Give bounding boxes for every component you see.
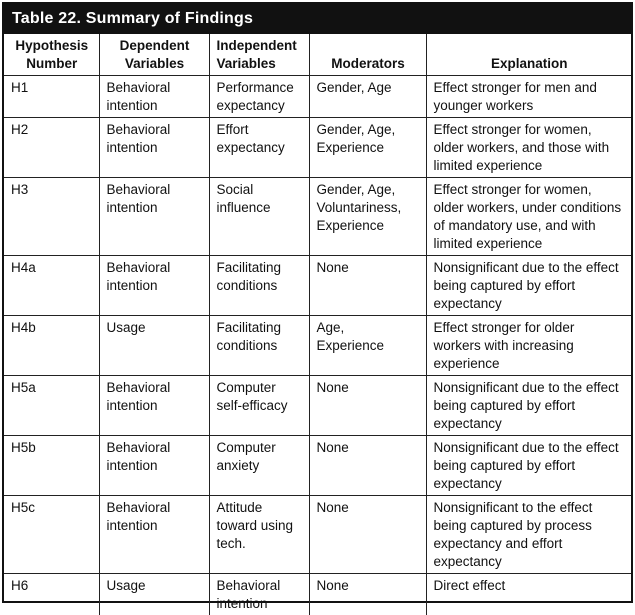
independent-variable-cell: Computer anxiety xyxy=(209,436,309,496)
explanation-cell: Nonsignificant to the effect being captured by process expectancy and effort expectancy xyxy=(426,496,631,574)
dependent-variable-cell: Behavioral intention xyxy=(99,76,209,118)
table-row xyxy=(4,118,631,178)
table-row xyxy=(4,574,631,615)
table-row xyxy=(4,256,631,316)
table-row xyxy=(4,178,631,256)
independent-variable-cell: Attitude toward using tech. xyxy=(209,496,309,574)
moderators-cell: None xyxy=(309,256,426,316)
explanation-cell: Effect stronger for women, older workers, under conditions of mandatory use, and with limited experience xyxy=(426,178,631,256)
header-independent-variables: Independent Variables xyxy=(209,34,309,76)
moderators-cell: Gender, Age xyxy=(309,76,426,118)
header-moderators: Moderators xyxy=(309,34,426,76)
hypothesis-number-cell: H2 xyxy=(4,118,99,178)
hypothesis-number-cell: H5b xyxy=(4,436,99,496)
table-header-row xyxy=(4,34,631,76)
explanation-cell: Effect stronger for older workers with increasing experience xyxy=(426,316,631,376)
dependent-variable-cell: Usage xyxy=(99,574,209,615)
hypothesis-number-cell: H5a xyxy=(4,376,99,436)
dependent-variable-cell: Behavioral intention xyxy=(99,496,209,574)
dependent-variable-cell: Usage xyxy=(99,316,209,376)
hypothesis-number-cell: H1 xyxy=(4,76,99,118)
independent-variable-cell: Performance expectancy xyxy=(209,76,309,118)
table-row xyxy=(4,436,631,496)
header-dependent-variables: Dependent Variables xyxy=(99,34,209,76)
hypothesis-number-cell: H3 xyxy=(4,178,99,256)
table-title: Table 22. Summary of Findings xyxy=(4,4,631,34)
independent-variable-cell: Social influence xyxy=(209,178,309,256)
independent-variable-cell: Behavioral intention xyxy=(209,574,309,615)
hypothesis-number-cell: H5c xyxy=(4,496,99,574)
independent-variable-cell: Facilitating conditions xyxy=(209,316,309,376)
dependent-variable-cell: Behavioral intention xyxy=(99,256,209,316)
explanation-cell: Effect stronger for women, older workers, and those with limited experience xyxy=(426,118,631,178)
dependent-variable-cell: Behavioral intention xyxy=(99,118,209,178)
table-row xyxy=(4,76,631,118)
independent-variable-cell: Effort expectancy xyxy=(209,118,309,178)
moderators-cell: Gender, Age, Experience xyxy=(309,118,426,178)
findings-table xyxy=(4,34,631,615)
explanation-cell: Nonsignificant due to the effect being captured by effort expectancy xyxy=(426,256,631,316)
explanation-cell: Nonsignificant due to the effect being captured by effort expectancy xyxy=(426,436,631,496)
moderators-cell: None xyxy=(309,376,426,436)
header-hypothesis-number: Hypothesis Number xyxy=(4,34,99,76)
dependent-variable-cell: Behavioral intention xyxy=(99,436,209,496)
moderators-cell: None xyxy=(309,574,426,615)
independent-variable-cell: Computer self-efficacy xyxy=(209,376,309,436)
explanation-cell: Nonsignificant due to the effect being captured by effort expectancy xyxy=(426,376,631,436)
explanation-cell: Effect stronger for men and younger workers xyxy=(426,76,631,118)
summary-table-frame xyxy=(2,2,633,603)
table-row xyxy=(4,496,631,574)
dependent-variable-cell: Behavioral intention xyxy=(99,178,209,256)
hypothesis-number-cell: H6 xyxy=(4,574,99,615)
moderators-cell: None xyxy=(309,436,426,496)
moderators-cell: Gender, Age, Voluntariness, Experience xyxy=(309,178,426,256)
explanation-cell: Direct effect xyxy=(426,574,631,615)
moderators-cell: Age, Experience xyxy=(309,316,426,376)
independent-variable-cell: Facilitating conditions xyxy=(209,256,309,316)
table-row xyxy=(4,316,631,376)
table-body xyxy=(4,76,631,615)
dependent-variable-cell: Behavioral intention xyxy=(99,376,209,436)
header-explanation: Explanation xyxy=(426,34,631,76)
table-row xyxy=(4,376,631,436)
moderators-cell: None xyxy=(309,496,426,574)
hypothesis-number-cell: H4b xyxy=(4,316,99,376)
hypothesis-number-cell: H4a xyxy=(4,256,99,316)
